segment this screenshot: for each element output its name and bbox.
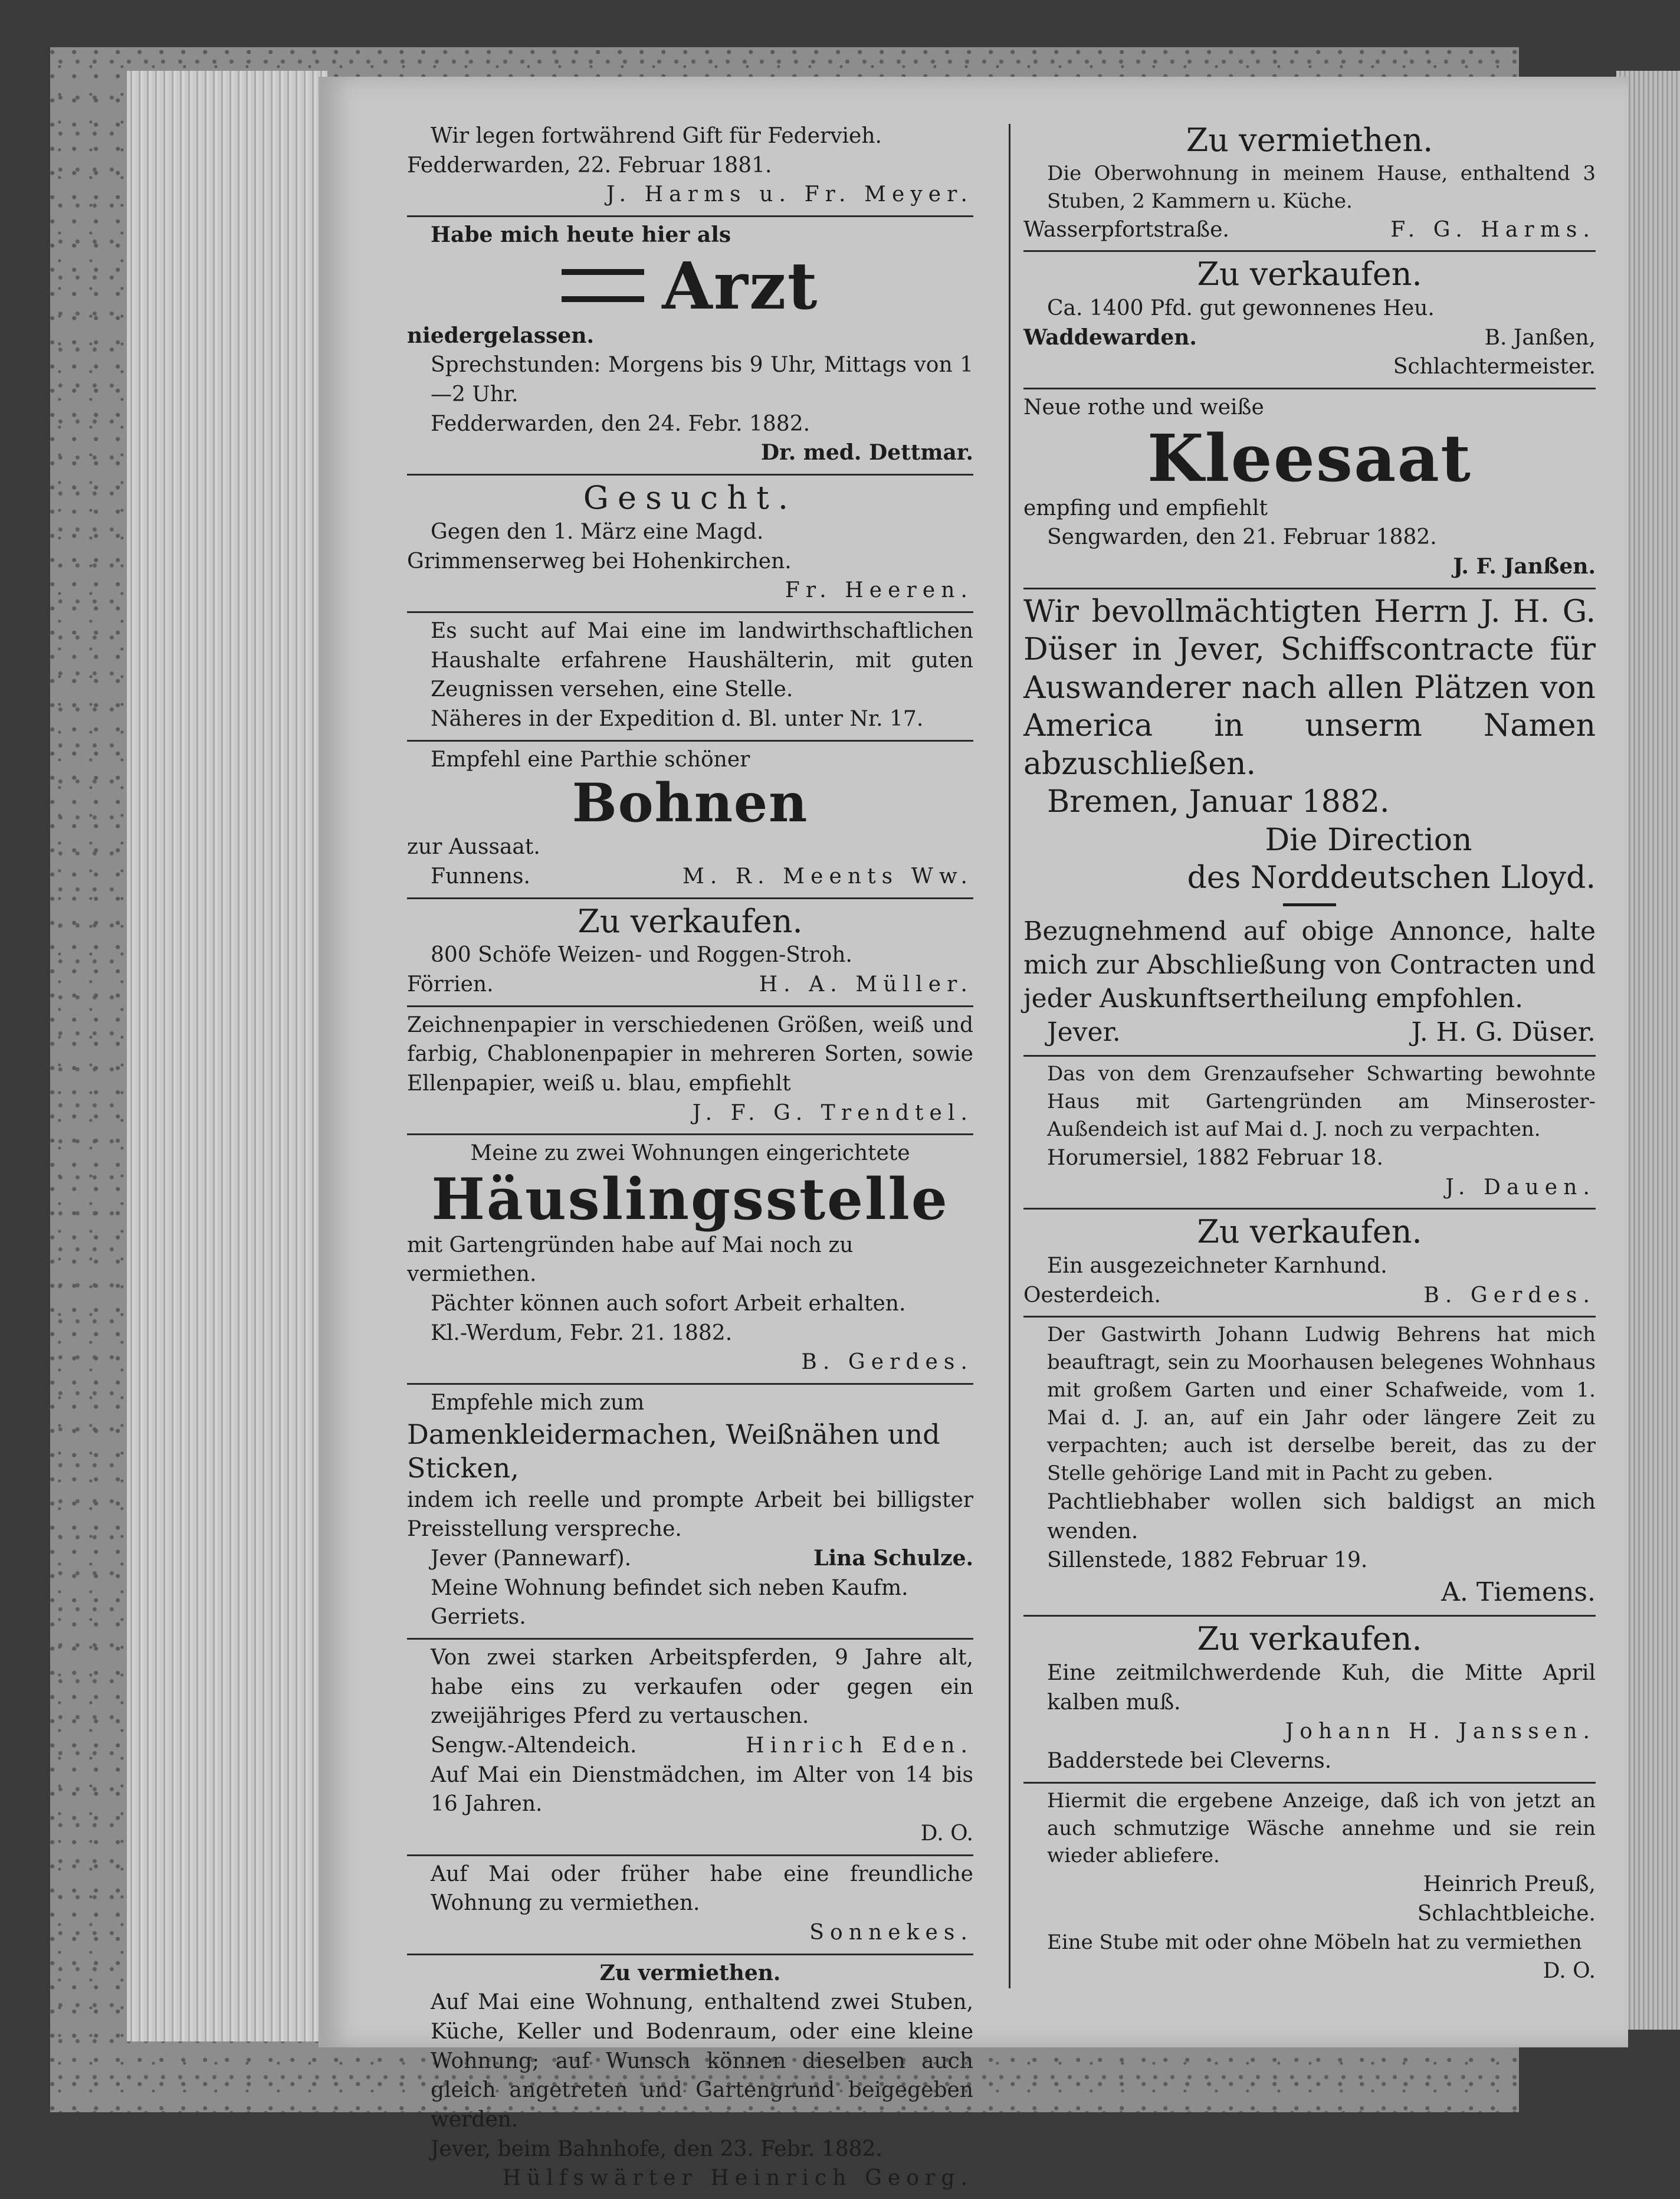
ad-place: Funnens. <box>431 864 530 889</box>
ad-text: Das von dem Grenzaufseher Schwarting bewohnte Haus mit Gartengründen am Minseroster-Außendeich ist auf Mai d. J. noch zu verpachten. <box>1047 1062 1596 1142</box>
ad-kuh <box>1023 1617 1596 1783</box>
ad-signature: A. Tiemens. <box>1441 1577 1596 1607</box>
ad-note: Näheres in der Expedition d. Bl. unter Nr. 17. <box>431 706 924 731</box>
ad-heu <box>1023 252 1596 389</box>
ad-intro: Meine zu zwei Wohnungen eingerichtete <box>470 1141 910 1166</box>
ad-text: Die Oberwohnung in meinem Hause, enthaltend 3 Stuben, 2 Kammern u. Küche. <box>1047 161 1596 213</box>
ad-place: Kl.-Werdum, Febr. 21. 1882. <box>431 1320 733 1345</box>
ad-intro: Empfehl eine Parthie schöner <box>431 747 750 772</box>
ad-headline: Zu vermiethen. <box>1186 122 1433 159</box>
short-rule <box>1283 903 1336 906</box>
ad-haushaelterin <box>407 613 973 742</box>
newspaper-page <box>319 77 1628 2191</box>
ad-headline: Zu verkaufen. <box>1197 255 1422 293</box>
ad-footer <box>1023 1015 1596 1049</box>
ad-footer <box>1023 1281 1596 1310</box>
ad-intro: Habe mich heute hier als <box>431 222 731 248</box>
ad-place: Sengw.-Altendeich. <box>431 1733 637 1758</box>
ad-place: Förrien. <box>407 972 494 997</box>
ad-signature: Lina Schulze. <box>813 1546 973 1571</box>
ad-text: Wir legen fortwährend Gift für Federvieh. <box>431 124 882 148</box>
ad-signature: J. F. G. Trendtel. <box>692 1100 973 1125</box>
ad-signature: Die Direction <box>1265 822 1472 858</box>
ad-place: Sengwarden, den 21. Februar 1882. <box>1047 525 1437 550</box>
ad-place: Bremen, Januar 1882. <box>1047 784 1390 820</box>
ad-text: Der Gastwirth Johann Ludwig Behrens hat mich beauftragt, sein zu Moorhausen belegenes Wohnhaus mit großem Garten und einer Schafweide, vom 1. Mai d. J. an, auf ein Jahr oder längere Zeit zu verpachten; auch ist derselbe bereit, das zu der Stelle gehörige Land mit in Pacht zu geben. <box>1047 1323 1596 1486</box>
ad-headline: Damenkleidermachen, Weißnähen und Sticken, <box>407 1418 940 1484</box>
ad-signature: Johann H. Janssen. <box>1285 1719 1596 1744</box>
ad-signature: B. Gerdes. <box>1423 1283 1596 1307</box>
ad-place: Fedderwarden, den 24. Febr. 1882. <box>431 411 811 436</box>
ad-signature: J. F. Janßen. <box>1453 554 1596 579</box>
ad-signature: des Norddeutschen Lloyd. <box>1187 860 1596 896</box>
ad-stroh <box>407 899 973 1007</box>
ad-text: Pächter können auch sofort Arbeit erhalten. <box>431 1292 906 1316</box>
ad-text: Auf Mai ein Dienstmädchen, im Alter von 14 bis 16 Jahren. <box>431 1762 973 1817</box>
ad-footer <box>1023 323 1596 353</box>
ad-signature: B. Gerdes. <box>801 1350 973 1375</box>
ad-text: indem ich reelle und prompte Arbeit bei billigster Preisstellung verspreche. <box>407 1487 973 1542</box>
ad-waesche <box>1023 1784 1596 1992</box>
ad-signature: F. G. Harms. <box>1390 217 1596 242</box>
ad-hours: Sprechstunden: Morgens bis 9 Uhr, Mittags von 1—2 Uhr. <box>431 353 973 407</box>
ad-text: Auf Mai eine Wohnung, enthaltend zwei Stuben, Küche, Keller und Bodenraum, oder eine kleine Wohnung; auf Wunsch können dieselben auch gleich angetreten und Gartengrund beigegeben werden. <box>431 1990 973 2132</box>
ad-signature: Dr. med. Dettmar. <box>760 440 973 466</box>
ad-signature: M. R. Meents Ww. <box>682 864 973 889</box>
ad-place: Wasserpfortstraße. <box>1023 217 1229 242</box>
ad-text: Gegen den 1. März eine Magd. <box>431 519 764 544</box>
ad-text: niedergelassen. <box>407 323 595 348</box>
ad-signature: Sonnekes. <box>809 1921 973 1945</box>
ad-signature: D. O. <box>920 1821 973 1846</box>
ad-bohnen <box>407 742 973 899</box>
column-divider <box>1009 124 1010 1988</box>
ad-text: mit Gartengründen habe auf Mai noch zu vermiethen. <box>407 1233 854 1287</box>
ad-footer <box>407 1731 973 1761</box>
double-rule-icon <box>562 269 644 302</box>
ad-karnhund <box>1023 1210 1596 1318</box>
ad-text: Grimmenserweg bei Hohenkirchen. <box>407 549 792 573</box>
ad-signature: Heinrich Preuß, <box>1423 1872 1596 1897</box>
ad-signature: J. Harms u. Fr. Meyer. <box>606 182 973 207</box>
ad-headline-row <box>407 247 973 324</box>
ad-kleesaat <box>1023 389 1596 589</box>
ad-headline: Bohnen <box>572 772 809 835</box>
ad-text: Ca. 1400 Pfd. gut gewonnenes Heu. <box>1047 296 1435 321</box>
ad-place: Horumersiel, 1882 Februar 18. <box>1047 1146 1383 1170</box>
ad-headline: Zu verkaufen. <box>1197 1620 1422 1658</box>
ad-signature: J. Dauen. <box>1445 1175 1596 1200</box>
ad-text: Pachtliebhaber wollen sich baldigst an mich wenden. <box>1047 1489 1596 1543</box>
ad-text: 800 Schöfe Weizen- und Roggen-Stroh. <box>431 943 852 968</box>
ad-headline: Gesucht. <box>583 479 798 517</box>
ad-signature: Hinrich Eden. <box>746 1733 973 1758</box>
ad-haus-horumersiel <box>1023 1057 1596 1210</box>
ad-wohnung-georg <box>407 1955 973 2199</box>
ad-papier <box>407 1007 973 1136</box>
ad-signature: Fr. Heeren. <box>785 578 973 603</box>
ad-signature-title: Schlachtermeister. <box>1393 355 1596 379</box>
ad-text: Eine Stube mit oder ohne Möbeln hat zu vermiethen <box>1047 1930 1582 1954</box>
ad-text: Wir bevollmächtigten Herrn J. H. G. Düser in Jever, Schiffscontracte für Auswanderer nach allen Plätzen von America in unserm Namen abzuschließen. <box>1023 594 1596 782</box>
ad-footer <box>407 862 973 892</box>
ad-signature-title: Schlachtbleiche. <box>1417 1902 1596 1926</box>
ad-place: Sillenstede, 1882 Februar 19. <box>1047 1548 1368 1573</box>
ad-place: Waddewarden. <box>1023 325 1197 350</box>
ad-footer <box>407 1544 973 1574</box>
ad-intro: Empfehle mich zum <box>431 1391 645 1415</box>
ad-pferd <box>407 1640 973 1856</box>
ad-text: zur Aussaat. <box>407 835 540 860</box>
ad-signature: J. H. G. Düser. <box>1411 1017 1596 1048</box>
left-column <box>407 118 973 2199</box>
ad-headline: Zu verkaufen. <box>578 902 803 940</box>
ad-text: Zeichnenpapier in verschiedenen Größen, weiß und farbig, Chablonenpapier in mehreren Sorten, sowie Ellenpapier, weiß u. blau, empfiehlt <box>407 1012 973 1096</box>
ad-footer <box>1023 215 1596 245</box>
ad-text: Bezugnehmend auf obige Annonce, halte mich zur Abschließung von Contracten und jeder Auskunftsertheilung empfohlen. <box>1023 916 1596 1014</box>
ad-damenkleider <box>407 1385 973 1640</box>
ad-oberwohnung <box>1023 118 1596 252</box>
ad-signature: H. A. Müller. <box>759 972 973 997</box>
ad-footer <box>407 970 973 999</box>
ad-wohnung-sonnekes <box>407 1856 973 1955</box>
ad-text: Es sucht auf Mai eine im landwirthschaftlichen Haushalte erfahrene Haushälterin, mit guten Zeugnissen versehen, eine Stelle. <box>431 618 973 702</box>
ad-place: Badderstede bei Cleverns. <box>1047 1748 1332 1773</box>
ad-signature: D. O. <box>1543 1958 1596 1983</box>
ad-gift <box>407 118 973 217</box>
ad-gastwirth <box>1023 1318 1596 1617</box>
ad-signature: Hülfswärter Heinrich Georg. <box>502 2166 973 2191</box>
ad-headline: Kleesaat <box>1147 420 1472 496</box>
ad-text: Eine zeitmilchwerdende Kuh, die Mitte April kalben muß. <box>1047 1660 1596 1715</box>
ad-text: Ein ausgezeichneter Karnhund. <box>1047 1254 1387 1279</box>
ad-intro: Neue rothe und weiße <box>1023 395 1264 420</box>
ad-norddeutscher-lloyd <box>1023 589 1596 1057</box>
ad-text: empfing und empfiehlt <box>1023 496 1268 520</box>
ad-place: Jever (Pannewarf). <box>431 1546 632 1571</box>
book-page-edges <box>127 71 327 2041</box>
ad-headline: Zu vermiethen. <box>599 1960 781 1985</box>
ad-headline: Zu verkaufen. <box>1197 1213 1422 1251</box>
ad-signature: B. Janßen, <box>1484 325 1596 350</box>
ad-text: Auf Mai oder früher habe eine freundliche Wohnung zu vermiethen. <box>431 1862 973 1916</box>
ad-text: Von zwei starken Arbeitspferden, 9 Jahre alt, habe eins zu verkaufen oder gegen ein zweijähriges Pferd zu vertauschen. <box>431 1646 973 1729</box>
ad-headline: Arzt <box>662 247 819 324</box>
ad-text: Hiermit die ergebene Anzeige, daß ich von jetzt an auch schmutzige Wäsche annehme und sie rein wieder abliefere. <box>1047 1788 1596 1868</box>
ad-arzt <box>407 217 973 476</box>
ad-haeuslingsstelle <box>407 1135 973 1385</box>
ad-place: Jever, beim Bahnhofe, den 23. Febr. 1882. <box>431 2136 882 2161</box>
ad-place: Fedderwarden, 22. Februar 1881. <box>407 153 772 178</box>
ad-note: Meine Wohnung befindet sich neben Kaufm. Gerriets. <box>431 1575 908 1630</box>
ad-headline: Häuslingsstelle <box>431 1166 949 1233</box>
right-column <box>1023 118 1596 1991</box>
ad-place: Oesterdeich. <box>1023 1283 1161 1307</box>
ad-place: Jever. <box>1047 1017 1121 1048</box>
ad-gesucht <box>407 476 973 613</box>
